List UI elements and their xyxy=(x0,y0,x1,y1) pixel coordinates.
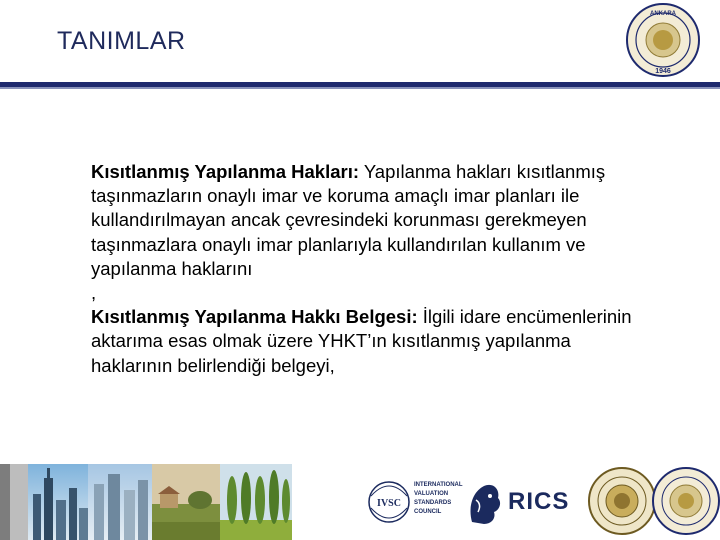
ivsc-line: STANDARDS xyxy=(414,500,452,506)
ivsc-logo xyxy=(367,476,462,528)
ankara-university-seal-icon xyxy=(625,2,701,78)
svg-text:ANKARA: ANKARA xyxy=(650,11,676,17)
definition-separator: , xyxy=(91,282,97,304)
slide-title: TANIMLAR xyxy=(57,27,186,55)
footer-stripe xyxy=(0,464,10,540)
ivsc-mark: IVSC xyxy=(377,498,401,509)
skyline-photo xyxy=(28,464,88,540)
ivsc-line: VALUATION xyxy=(414,491,449,497)
seal-year: 1946 xyxy=(655,68,671,75)
ivsc-line: INTERNATIONAL xyxy=(414,482,463,488)
footer-stripe xyxy=(10,464,28,540)
countryside-photo xyxy=(152,464,220,540)
definition-term: Kısıtlanmış Yapılanma Hakkı Belgesi: xyxy=(91,306,418,328)
header-rule-shadow xyxy=(0,87,720,89)
definition-text: İlgili idare encümenlerinin aktarıma esas olmak üzere YHKT’ın kısıtlanmış yapılanma haklarının belirlendiği belgeyi, xyxy=(91,306,632,376)
trees-photo xyxy=(220,464,292,540)
definition-restricted-rights xyxy=(91,160,651,281)
rics-lion-icon xyxy=(466,478,504,528)
towers-photo xyxy=(88,464,152,540)
definition-text: Yapılanma hakları kısıtlanmış taşınmazların onaylı imar ve koruma amaçlı imar planları ile kullandırılmayan ancak çevresindeki korunması gerekmeyen taşınmazlara onaylı imar planlarıyla kullandırılan kullanım ve yapılanma haklarını xyxy=(91,161,606,279)
definition-restricted-right-certificate xyxy=(91,305,651,378)
footer-band xyxy=(0,464,720,540)
university-seal-icon xyxy=(587,466,657,536)
definitions-body xyxy=(91,160,651,378)
rics-wordmark: RICS xyxy=(508,488,570,515)
ivsc-wordmark xyxy=(414,481,463,517)
ankara-university-seal-icon xyxy=(651,466,720,536)
rics-logo xyxy=(466,474,576,530)
definition-term: Kısıtlanmış Yapılanma Hakları: xyxy=(91,161,360,182)
ivsc-logo-icon xyxy=(367,476,411,528)
ivsc-line: COUNCIL xyxy=(414,509,442,515)
